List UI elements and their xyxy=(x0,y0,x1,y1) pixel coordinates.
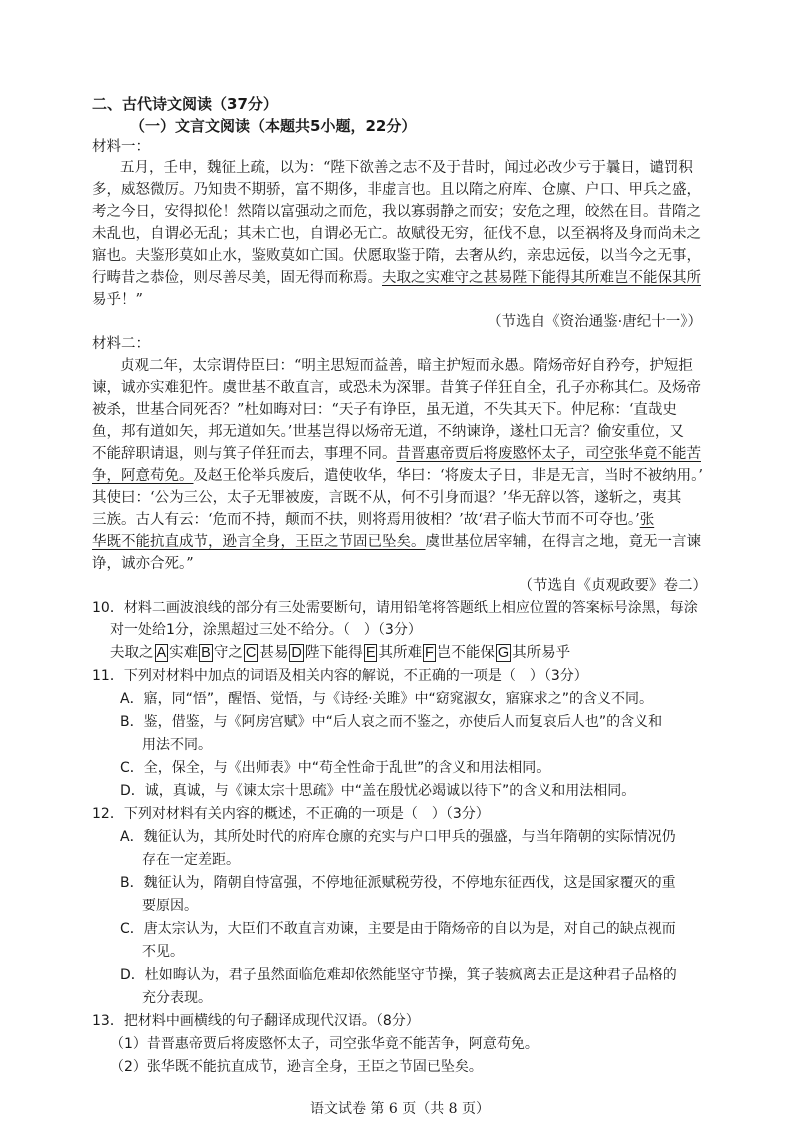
q10-seg: 守之 xyxy=(213,645,243,661)
q10-mark-e[interactable]: E xyxy=(365,645,376,661)
q11-option-d[interactable]: D．诚，真诚，与《谏太宗十思疏》中“盖在殷忧必竭诚以待下”的含义和用法相同。 xyxy=(120,783,636,799)
material1-line xyxy=(92,268,701,288)
material1-source: （节选自《资治通鉴·唐纪十一》） xyxy=(487,314,702,330)
subsection-title: （一）文言文阅读（本题共5小题，22分） xyxy=(130,117,417,135)
q10-seg: 夫取之 xyxy=(110,645,154,661)
material1-line: 寤也。夫鉴形莫如止水，鉴败莫如亡国。伏愿取鉴于隋，去奢从约，亲忠远佞，以当今之无事， xyxy=(92,248,701,264)
material2-underlined-a: 昔晋惠帝贾后将废愍怀太子，司空张华竟不能苦 xyxy=(396,446,701,462)
material1-line: 考之今日，安得拟伦！然隋以富强动之而危，我以寡弱静之而安；安危之理，皎然在目。昔隋之 xyxy=(92,204,701,220)
material2-label: 材料二： xyxy=(92,336,150,352)
material2-line xyxy=(92,444,701,464)
q10-mark-a[interactable]: A xyxy=(156,645,167,661)
q10-stem: 10．材料二画波浪线的部分有三处需要断句，请用铅笔将答题纸上相应位置的答案标号涂黑，每涂 xyxy=(92,600,698,616)
page-footer: 语文试卷 第 6 页（共 8 页） xyxy=(309,1101,491,1117)
material2-line: 贞观二年，太宗谓侍臣曰：“明主思短而益善，暗主护短而永愚。隋炀帝好自矜夸，护短拒 xyxy=(120,358,693,374)
q10-seg: 陛下能得 xyxy=(304,645,363,661)
material1-line: 多，威怒微厉。乃知贵不期骄，富不期侈，非虚言也。且以隋之府库、仓廪、户口、甲兵之盛， xyxy=(92,182,701,198)
material2-line: 被杀，世基合同死否？”杜如晦对曰：“天子有诤臣，虽无道，不失其天下。仲尼称：‘直哉史 xyxy=(92,402,677,418)
q12-option-a[interactable]: A．魏征认为，其所处时代的府库仓廪的充实与户口甲兵的强盛，与当年隋朝的实际情况仍 xyxy=(120,829,676,845)
q13-sentence-2: （2）张华既不能抗直成节，逊言全身，王臣之节固已坠矣。 xyxy=(110,1059,483,1075)
q12-option-d-cont: 充分表现。 xyxy=(142,990,212,1006)
material2-underlined-a-end: 争，阿意苟免。 xyxy=(92,468,194,484)
material2-line: 其使曰：‘公为三公，太子无罪被废，言既不从，何不引身而退？’华无辞以答，遂斩之，夷其 xyxy=(92,490,682,506)
material2-line: 诤，诚亦合死。” xyxy=(92,556,194,572)
q12-option-d[interactable]: D．杜如晦认为，君子虽然面临危难却依然能坚守节操，箕子装疯离去正是这种君子品格的 xyxy=(120,967,677,983)
section-title: 二、古代诗文阅读（37分） xyxy=(92,95,278,113)
q11-option-b[interactable]: B．鉴，借鉴，与《阿房宫赋》中“后人哀之而不鉴之，亦使后人而复哀后人也”的含义和 xyxy=(120,714,663,730)
q13-sentence-1: （1）昔晋惠帝贾后将废愍怀太子，司空张华竟不能苦争，阿意苟免。 xyxy=(110,1036,539,1052)
material2-line xyxy=(92,510,654,530)
q12-option-c[interactable]: C．唐太宗认为，大臣们不敢直言劝谏，主要是由于隋炀帝的自以为是，对自己的缺点视而 xyxy=(120,921,676,937)
q12-option-c-cont: 不见。 xyxy=(142,944,184,960)
material2-line8-text: 三族。古人有云：‘危而不持，颠而不扶，则将焉用彼相？’故‘君子临大节而不可夺也。’ xyxy=(92,512,640,528)
material1-underlined-sentence: 夫取之实难守之甚易陛下能得其所难岂不能保其所 xyxy=(382,270,701,286)
q11-option-a[interactable]: A．寤，同“悟”，醒悟、觉悟，与《诗经·关雎》中“窈窕淑女，寤寐求之”的含义不同。 xyxy=(120,691,654,707)
q11-option-c[interactable]: C．全，保全，与《出师表》中“苟全性命于乱世”的含义和用法相同。 xyxy=(120,760,551,776)
q10-mark-d[interactable]: D xyxy=(291,645,302,661)
q10-mark-g[interactable]: G xyxy=(497,645,510,661)
material1-label: 材料一： xyxy=(92,139,150,155)
q13-stem: 13．把材料中画横线的句子翻译成现代汉语。（8分） xyxy=(92,1013,420,1029)
material1-line: 未乱也，自谓必无乱；其未亡也，自谓必无亡。故赋役无穷，征伐不息，以至祸将及身而尚未之 xyxy=(92,226,701,242)
q12-stem: 12．下列对材料有关内容的概述，不正确的一项是（ ）（3分） xyxy=(92,806,490,822)
q10-mark-f[interactable]: F xyxy=(424,645,434,661)
q10-seg: 实难 xyxy=(169,645,199,661)
material1-line: 五月，壬申，魏征上疏，以为：“陛下欲善之志不及于昔时，闻过必改少亏于曩日，谴罚积 xyxy=(120,160,693,176)
material2-line xyxy=(92,532,701,552)
material2-underlined-b: 华既不能抗直成节，逊言全身，王臣之节固已坠矣。 xyxy=(92,534,426,550)
material2-line6-rest: 及赵王伦举兵废后，遣使收华，华曰：‘将废太子日，非是无言，当时不被纳用。’ xyxy=(193,468,703,484)
q10-seg: 岂不能保 xyxy=(436,645,495,661)
q11-stem: 11．下列对材料中加点的词语及相关内容的解说，不正确的一项是（ ）（3分） xyxy=(92,668,588,684)
material2-underlined-b-start: 张 xyxy=(639,512,655,528)
material1-line6-text: 行畴昔之恭俭，则尽善尽美，固无得而称焉。 xyxy=(92,270,382,286)
q10-options xyxy=(110,643,570,663)
material2-line: 谏，诚亦实难犯忤。虞世基不敢直言，或恐未为深罪。昔箕子佯狂自全，孔子亦称其仁。及炀帝 xyxy=(92,380,701,396)
q10-seg: 甚易 xyxy=(259,645,289,661)
q12-option-b[interactable]: B．魏征认为，隋朝自恃富强，不停地征派赋税劳役，不停地东征西伐，这是国家覆灭的重 xyxy=(120,875,676,891)
material1-last-line: 易乎！” xyxy=(92,292,143,308)
q12-option-a-cont: 存在一定差距。 xyxy=(142,852,240,868)
material2-line5-text: 不能辞职请退，则与箕子佯狂而去，事理不同。 xyxy=(92,446,397,462)
material2-source: （节选自《贞观政要》卷二） xyxy=(518,578,707,594)
q10-stem-cont: 对一处给1分，涂黑超过三处不给分。（ ）（3分） xyxy=(110,622,422,638)
q11-option-b-cont: 用法不同。 xyxy=(142,737,212,753)
material2-line xyxy=(92,466,703,486)
q10-seg: 其所难 xyxy=(378,645,422,661)
material2-line9-rest: 虞世基位居宰辅，在得言之地，竟无一言谏 xyxy=(425,534,701,550)
q10-mark-c[interactable]: C xyxy=(245,645,257,661)
q10-seg: 其所易乎 xyxy=(512,645,571,661)
q12-option-b-cont: 要原因。 xyxy=(142,898,198,914)
q10-mark-b[interactable]: B xyxy=(201,645,211,661)
material2-line: 鱼，邦有道如矢，邦无道如矢。’世基岂得以炀帝无道，不纳谏诤，遂杜口无言？偷安重位，又 xyxy=(92,424,684,440)
